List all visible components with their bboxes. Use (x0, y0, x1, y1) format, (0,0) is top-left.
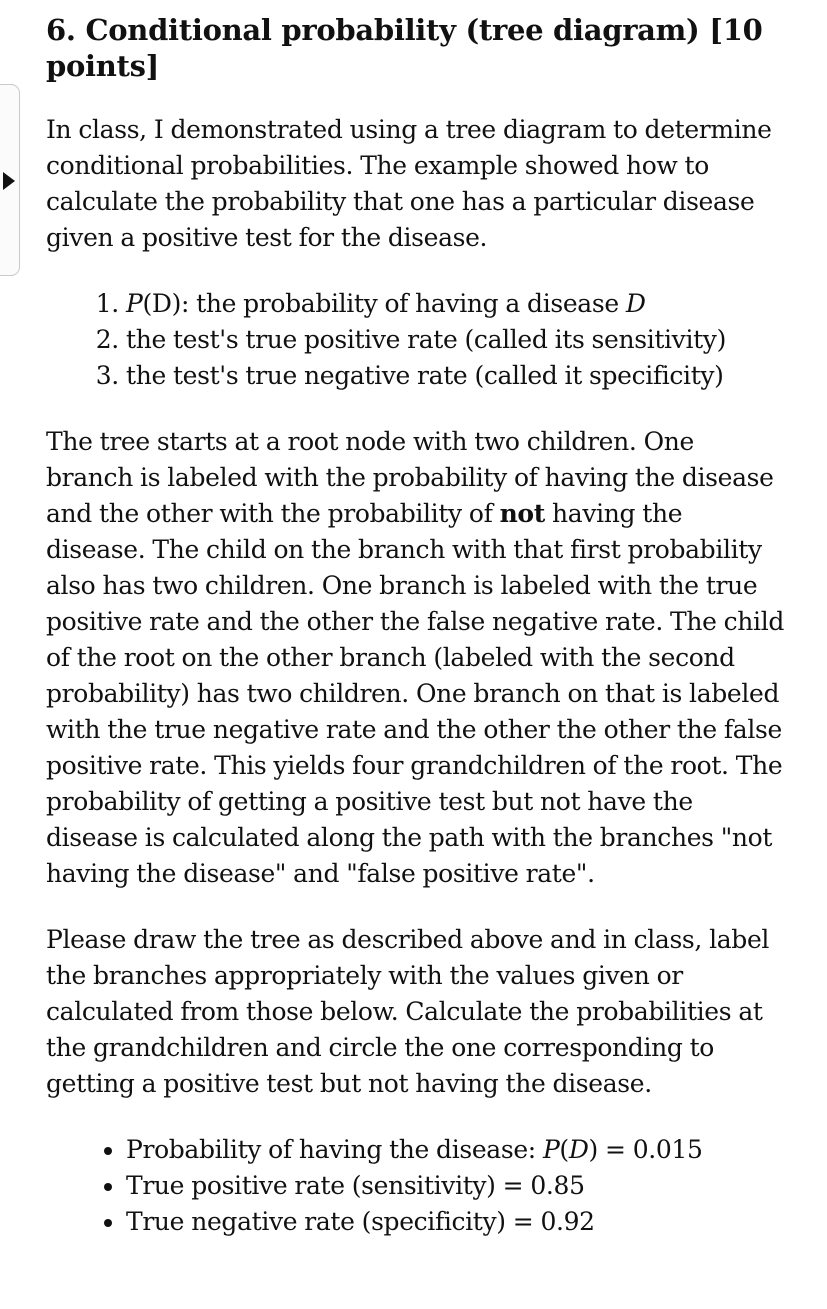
emphasis-not: not (499, 499, 545, 528)
question-title: 6. Conditional probability (tree diagram) [10 points] (46, 13, 763, 83)
intro-paragraph: In class, I demonstrated using a tree diagram to determine conditional probabilities. The example showed how to calculate the probability that one has a particular disease given a positive test for the disease. (46, 115, 772, 252)
instructions-paragraph: Please draw the tree as described above and in class, label the branches appropriately with the values given or calculated from those below. Calculate the probabilities at the grandchildren and circle the one corresponding to getting a positive test but not having the disease. (46, 925, 770, 1098)
list-item: 2. the test's true positive rate (called its sensitivity) (126, 322, 786, 358)
probability-symbol: P (126, 289, 143, 318)
values-list (46, 1132, 786, 1240)
description-paragraph: The tree starts at a root node with two children. One branch is labeled with the probability of having the disease and the other with the probability of not having the disease. The child on the branch with that first probability also has two children. One branch is labeled with the true positive rate and the other the false negative rate. The child of the root on the other branch (labeled with the second probability) has two children. One branch on that is labeled with the true negative rate and the other the other the false positive rate. This yields four grandchildren of the root. The probability of getting a positive test but not have the disease is calculated along the path with the branches "not having the disease" and "false positive rate". (46, 427, 784, 888)
question-content (46, 0, 786, 1240)
list-item: • True positive rate (sensitivity) = 0.85 (126, 1168, 786, 1204)
given-list (46, 286, 786, 394)
list-item: 3. the test's true negative rate (called it specificity) (126, 358, 786, 394)
list-item: • Probability of having the disease: P(D) = 0.015 (126, 1132, 786, 1168)
list-item: • True negative rate (specificity) = 0.92 (126, 1204, 786, 1240)
expand-arrow-icon[interactable] (3, 172, 15, 190)
list-item: 1. P(D): the probability of having a disease D (126, 286, 786, 322)
disease-variable: D (625, 289, 646, 318)
